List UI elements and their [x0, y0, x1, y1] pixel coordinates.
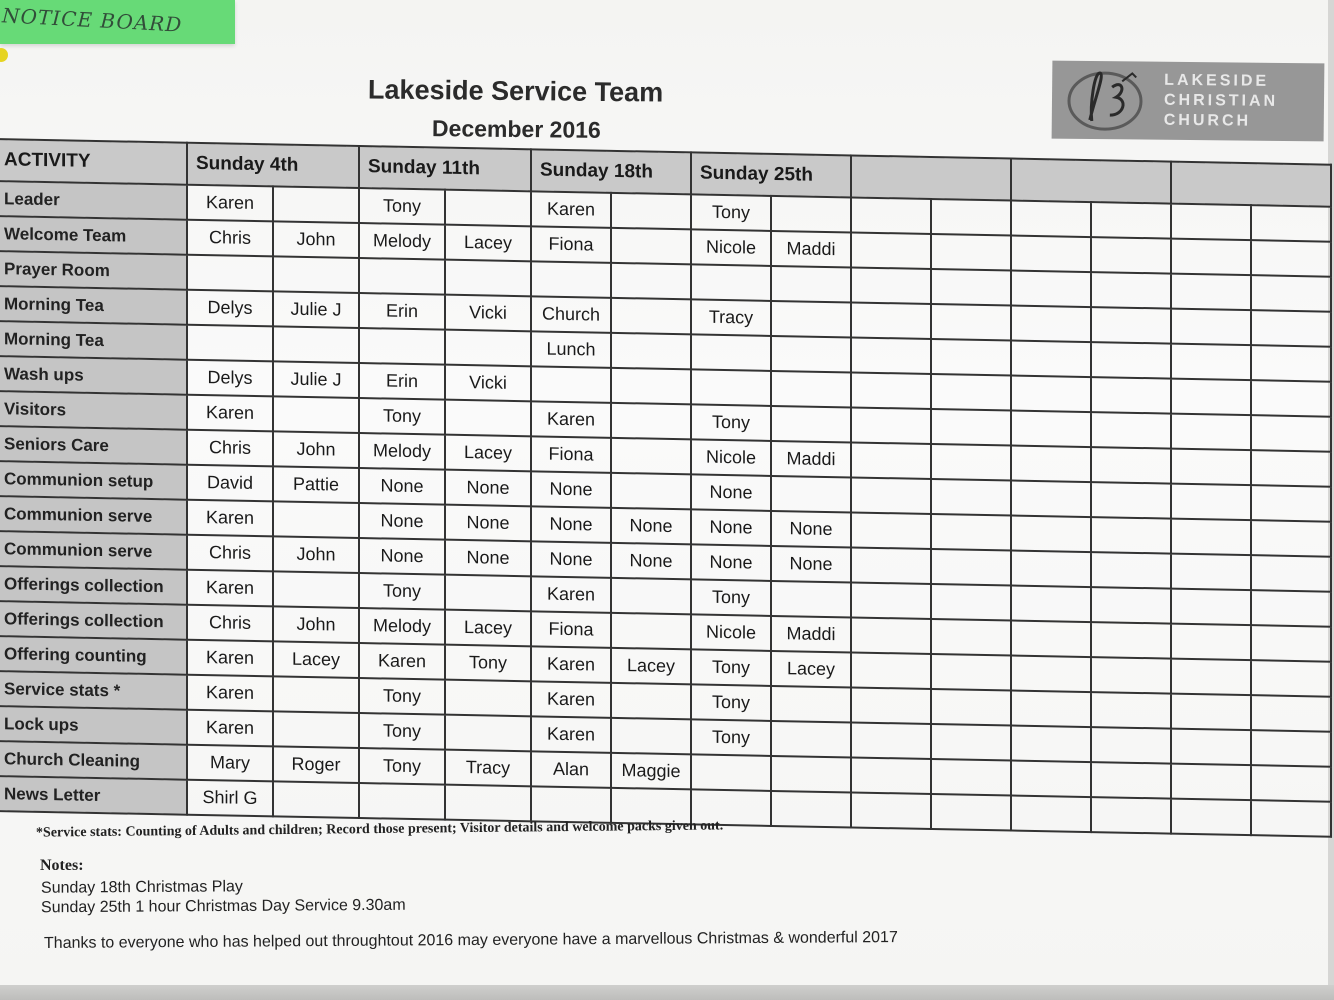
roster-cell — [851, 197, 931, 234]
roster-cell: Karen — [531, 646, 611, 683]
church-logo-wordmark — [1164, 71, 1279, 132]
roster-cell — [1251, 555, 1331, 592]
roster-cell: None — [445, 470, 531, 507]
roster-cell — [273, 326, 359, 363]
activity-cell: Offerings collection — [0, 566, 187, 605]
roster-cell: Erin — [359, 293, 445, 330]
roster-cell — [1171, 449, 1251, 486]
roster-cell — [1091, 272, 1171, 309]
roster-cell: Mary — [187, 745, 273, 782]
roster-cell — [611, 718, 691, 755]
roster-cell — [931, 374, 1011, 411]
roster-cell — [445, 400, 531, 437]
roster-cell — [611, 228, 691, 265]
roster-cell: Melody — [359, 608, 445, 645]
roster-cell — [1091, 622, 1171, 659]
roster-cell — [931, 234, 1011, 271]
logo-line-1: LAKESIDE — [1164, 71, 1270, 90]
roster-cell — [273, 781, 359, 818]
roster-cell — [445, 330, 531, 367]
roster-cell: Tony — [691, 649, 771, 686]
roster-cell: Maddi — [771, 441, 851, 478]
roster-cell: None — [771, 511, 851, 548]
roster-cell — [1091, 517, 1171, 554]
roster-cell — [771, 406, 851, 443]
roster-cell: Tony — [445, 645, 531, 682]
roster-cell: Church — [531, 296, 611, 333]
roster-cell — [1171, 799, 1251, 836]
roster-cell: None — [445, 505, 531, 542]
date-header: Sunday 11th — [359, 146, 531, 191]
roster-cell — [1251, 730, 1331, 767]
roster-cell — [1091, 762, 1171, 799]
roster-cell — [611, 333, 691, 370]
roster-cell — [931, 619, 1011, 656]
roster-cell — [1171, 379, 1251, 416]
roster-cell: None — [531, 541, 611, 578]
roster-cell — [273, 396, 359, 433]
roster-cell — [359, 258, 445, 295]
roster-cell — [851, 757, 931, 794]
roster-cell — [359, 783, 445, 820]
roster-cell: None — [359, 468, 445, 505]
roster-cell — [1171, 729, 1251, 766]
roster-cell: Karen — [359, 643, 445, 680]
roster-cell: None — [359, 503, 445, 540]
roster-cell — [273, 711, 359, 748]
roster-cell — [1251, 205, 1331, 242]
roster-cell — [531, 786, 611, 823]
roster-cell — [1251, 345, 1331, 382]
roster-cell — [611, 578, 691, 615]
roster-cell — [1251, 520, 1331, 557]
roster-cell — [1091, 727, 1171, 764]
roster-cell: Maddi — [771, 231, 851, 268]
roster-cell: Roger — [273, 746, 359, 783]
roster-cell: Tracy — [691, 299, 771, 336]
roster-cell: None — [611, 508, 691, 545]
roster-cell: Karen — [531, 681, 611, 718]
roster-cell — [851, 407, 931, 444]
roster-cell — [1251, 450, 1331, 487]
roster-cell: Karen — [187, 675, 273, 712]
roster-cell: Tony — [691, 194, 771, 231]
roster-cell — [851, 617, 931, 654]
date-header: Sunday 4th — [187, 143, 359, 188]
roster-cell — [931, 199, 1011, 236]
roster-cell: Tony — [691, 684, 771, 721]
roster-cell — [771, 581, 851, 618]
roster-cell: Karen — [531, 401, 611, 438]
activity-cell: Church Cleaning — [0, 741, 187, 780]
roster-cell — [851, 337, 931, 374]
roster-cell: Lunch — [531, 331, 611, 368]
activity-header: ACTIVITY — [0, 139, 187, 185]
roster-cell — [611, 683, 691, 720]
roster-cell — [1011, 411, 1091, 448]
date-header: Sunday 18th — [531, 149, 691, 194]
roster-cell — [771, 196, 851, 233]
roster-cell — [1091, 377, 1171, 414]
roster-cell — [1011, 341, 1091, 378]
roster-cell: None — [691, 474, 771, 511]
roster-cell — [931, 444, 1011, 481]
roster-cell: Pattie — [273, 466, 359, 503]
roster-cell — [1251, 625, 1331, 662]
roster-cell — [851, 512, 931, 549]
roster-cell: Tracy — [445, 750, 531, 787]
roster-cell: John — [273, 606, 359, 643]
roster-cell — [1251, 415, 1331, 452]
roster-cell — [1011, 236, 1091, 273]
roster-cell: Nicole — [691, 439, 771, 476]
roster-cell — [273, 676, 359, 713]
date-header: Sunday 25th — [691, 152, 851, 197]
roster-cell — [771, 756, 851, 793]
roster-cell — [1171, 344, 1251, 381]
roster-cell — [851, 477, 931, 514]
activity-cell: Morning Tea — [0, 286, 187, 325]
roster-cell — [1171, 309, 1251, 346]
roster-cell — [611, 438, 691, 475]
roster-cell — [1011, 726, 1091, 763]
footnote: *Service stats: Counting of Adults and children; Record those present; Visitor details and welcome packs given out. — [35, 818, 724, 841]
roster-cell — [851, 547, 931, 584]
roster-cell — [273, 571, 359, 608]
roster-cell: Lacey — [771, 651, 851, 688]
roster-table — [0, 138, 1332, 838]
roster-cell — [1011, 761, 1091, 798]
roster-cell: None — [691, 544, 771, 581]
roster-cell — [1171, 414, 1251, 451]
roster-cell: Shirl G — [187, 780, 273, 817]
roster-cell — [691, 754, 771, 791]
roster-cell — [1011, 691, 1091, 728]
roster-cell: Chris — [187, 220, 273, 257]
activity-cell: Service stats * — [0, 671, 187, 710]
roster-cell: Julie J — [273, 291, 359, 328]
activity-cell: Visitors — [0, 391, 187, 430]
roster-cell — [1011, 481, 1091, 518]
roster-cell — [1011, 656, 1091, 693]
roster-cell: John — [273, 536, 359, 573]
roster-cell — [931, 304, 1011, 341]
roster-cell — [1091, 552, 1171, 589]
roster-cell: Lacey — [445, 435, 531, 472]
roster-cell: Fiona — [531, 611, 611, 648]
roster-cell — [1011, 446, 1091, 483]
roster-cell — [1251, 765, 1331, 802]
date-header — [851, 155, 1011, 200]
roster-cell — [1091, 412, 1171, 449]
roster-cell — [851, 792, 931, 829]
roster-cell — [1091, 202, 1171, 239]
page-title: Lakeside Service Team — [367, 74, 664, 108]
roster-cell: None — [445, 540, 531, 577]
roster-cell: Delys — [187, 290, 273, 327]
roster-cell: Karen — [531, 576, 611, 613]
roster-cell — [1011, 306, 1091, 343]
roster-cell: None — [359, 538, 445, 575]
roster-cell — [1251, 695, 1331, 732]
roster-cell — [1251, 590, 1331, 627]
roster-cell — [611, 263, 691, 300]
roster-cell: Tony — [359, 398, 445, 435]
roster-cell — [445, 785, 531, 822]
activity-cell: Seniors Care — [0, 426, 187, 465]
roster-cell — [445, 260, 531, 297]
sticky-note-text: NOTICE BOARD — [1, 3, 183, 37]
roster-cell — [611, 613, 691, 650]
roster-cell — [1091, 447, 1171, 484]
roster-cell — [771, 721, 851, 758]
roster-cell: Vicki — [445, 365, 531, 402]
activity-cell: Morning Tea — [0, 321, 187, 360]
roster-cell — [931, 409, 1011, 446]
roster-cell — [1171, 204, 1251, 241]
roster-cell: David — [187, 465, 273, 502]
roster-cell — [1091, 587, 1171, 624]
roster-cell — [531, 366, 611, 403]
roster-cell — [187, 255, 273, 292]
roster-cell — [771, 266, 851, 303]
roster-cell: None — [531, 471, 611, 508]
roster-cell — [851, 652, 931, 689]
activity-cell: Communion setup — [0, 461, 187, 500]
roster-cell: Karen — [531, 716, 611, 753]
roster-cell — [1011, 586, 1091, 623]
notes-heading: Notes: — [40, 857, 84, 874]
roster-cell: Tony — [691, 404, 771, 441]
date-header — [1011, 159, 1171, 204]
roster-cell — [931, 794, 1011, 831]
roster-cell — [611, 473, 691, 510]
roster-cell: Karen — [187, 710, 273, 747]
roster-cell — [1171, 624, 1251, 661]
roster-cell — [531, 261, 611, 298]
roster-cell — [1171, 274, 1251, 311]
roster-cell: Tony — [691, 579, 771, 616]
roster-cell — [1251, 485, 1331, 522]
roster-cell: Tony — [359, 713, 445, 750]
activity-cell: Welcome Team — [0, 216, 187, 255]
roster-table-wrap — [0, 138, 1332, 838]
roster-cell — [931, 654, 1011, 691]
roster-cell — [691, 369, 771, 406]
board-frame-bottom — [0, 985, 1334, 1000]
roster-cell: Chris — [187, 430, 273, 467]
roster-cell — [445, 680, 531, 717]
roster-cell — [611, 368, 691, 405]
roster-cell: Fiona — [531, 436, 611, 473]
roster-cell — [851, 582, 931, 619]
roster-cell — [771, 371, 851, 408]
roster-cell — [1251, 380, 1331, 417]
roster-cell — [1091, 692, 1171, 729]
roster-cell — [359, 328, 445, 365]
roster-cell — [851, 267, 931, 304]
thanks-message: Thanks to everyone who has helped out throughtout 2016 may everyone have a marvellous Christmas & wonderful 2017 — [43, 929, 898, 952]
roster-cell — [931, 514, 1011, 551]
roster-cell: Lacey — [273, 641, 359, 678]
roster-cell — [771, 336, 851, 373]
roster-cell: John — [273, 431, 359, 468]
roster-cell: Lacey — [445, 610, 531, 647]
activity-cell: Communion serve — [0, 531, 187, 570]
roster-cell: Fiona — [531, 226, 611, 263]
roster-cell — [1091, 482, 1171, 519]
roster-cell: Karen — [187, 395, 273, 432]
roster-cell: Delys — [187, 360, 273, 397]
roster-cell — [931, 339, 1011, 376]
roster-cell — [1011, 621, 1091, 658]
activity-cell: Leader — [0, 181, 187, 220]
roster-cell: Lacey — [445, 225, 531, 262]
roster-cell: Karen — [187, 185, 273, 222]
roster-cell — [1171, 519, 1251, 556]
roster-cell — [851, 722, 931, 759]
roster-cell: Karen — [187, 570, 273, 607]
roster-cell: Julie J — [273, 361, 359, 398]
roster-cell: None — [611, 543, 691, 580]
roster-cell — [445, 190, 531, 227]
roster-cell — [1091, 342, 1171, 379]
roster-cell — [1251, 800, 1331, 837]
roster-cell: Alan — [531, 751, 611, 788]
roster-cell: Tony — [359, 573, 445, 610]
roster-cell — [1091, 307, 1171, 344]
roster-cell: Nicole — [691, 614, 771, 651]
roster-cell — [1171, 694, 1251, 731]
page-subtitle: December 2016 — [431, 115, 601, 143]
roster-cell — [771, 301, 851, 338]
activity-cell: Prayer Room — [0, 251, 187, 290]
activity-cell: Offerings collection — [0, 601, 187, 640]
activity-cell: Offering counting — [0, 636, 187, 675]
roster-cell: Tony — [359, 678, 445, 715]
roster-cell: Maddi — [771, 616, 851, 653]
roster-cell: None — [691, 509, 771, 546]
roster-cell — [931, 269, 1011, 306]
roster-cell — [771, 686, 851, 723]
logo-line-2: CHRISTIAN — [1163, 91, 1279, 110]
roster-cell: Tony — [359, 748, 445, 785]
roster-cell — [611, 403, 691, 440]
roster-cell: None — [771, 546, 851, 583]
roster-cell — [851, 232, 931, 269]
roster-cell: Karen — [187, 640, 273, 677]
roster-cell — [851, 687, 931, 724]
roster-cell: None — [531, 506, 611, 543]
roster-cell — [1091, 657, 1171, 694]
roster-cell — [1011, 201, 1091, 238]
roster-cell — [931, 689, 1011, 726]
roster-cell — [1251, 660, 1331, 697]
roster-cell — [931, 584, 1011, 621]
note-line: Sunday 25th 1 hour Christmas Day Service 9.30am — [40, 896, 406, 917]
roster-cell — [931, 759, 1011, 796]
roster-cell — [691, 334, 771, 371]
roster-cell — [851, 372, 931, 409]
sticky-note — [0, 0, 235, 44]
roster-cell — [1011, 551, 1091, 588]
note-line: Sunday 18th Christmas Play — [40, 878, 243, 897]
roster-cell — [1171, 589, 1251, 626]
roster-cell: Vicki — [445, 295, 531, 332]
date-header — [1171, 162, 1331, 207]
roster-cell: Chris — [187, 535, 273, 572]
roster-cell: Erin — [359, 363, 445, 400]
church-logo-mark-icon — [1060, 65, 1161, 136]
activity-cell: Communion serve — [0, 496, 187, 535]
church-logo — [1052, 61, 1325, 142]
logo-line-3: CHURCH — [1163, 111, 1252, 130]
roster-cell — [611, 193, 691, 230]
roster-cell — [851, 302, 931, 339]
roster-cell — [273, 501, 359, 538]
roster-cell — [611, 298, 691, 335]
roster-cell: Melody — [359, 223, 445, 260]
roster-cell — [1171, 764, 1251, 801]
roster-cell — [931, 479, 1011, 516]
roster-cell — [273, 186, 359, 223]
roster-cell — [771, 791, 851, 828]
roster-cell — [931, 549, 1011, 586]
roster-cell: Lacey — [611, 648, 691, 685]
roster-cell — [1011, 376, 1091, 413]
roster-cell: John — [273, 221, 359, 258]
roster-cell — [1011, 516, 1091, 553]
roster-cell — [445, 715, 531, 752]
roster-cell — [273, 256, 359, 293]
roster-cell — [1251, 240, 1331, 277]
activity-cell: News Letter — [0, 776, 187, 815]
roster-cell: Tony — [359, 188, 445, 225]
roster-cell — [771, 476, 851, 513]
roster-cell — [1171, 554, 1251, 591]
roster-cell — [1251, 275, 1331, 312]
roster-cell — [1011, 796, 1091, 833]
roster-cell — [187, 325, 273, 362]
activity-cell: Lock ups — [0, 706, 187, 745]
roster-cell — [1091, 797, 1171, 834]
roster-cell — [851, 442, 931, 479]
roster-cell — [1171, 239, 1251, 276]
roster-cell: Karen — [531, 191, 611, 228]
roster-cell: Melody — [359, 433, 445, 470]
roster-cell — [445, 575, 531, 612]
roster-cell — [1091, 237, 1171, 274]
roster-cell — [931, 724, 1011, 761]
roster-cell — [1171, 484, 1251, 521]
roster-cell: Chris — [187, 605, 273, 642]
roster-cell — [1011, 271, 1091, 308]
roster-cell: Tony — [691, 719, 771, 756]
roster-cell: Nicole — [691, 229, 771, 266]
roster-cell: Maggie — [611, 753, 691, 790]
activity-cell: Wash ups — [0, 356, 187, 395]
roster-cell: Karen — [187, 500, 273, 537]
roster-cell — [1251, 310, 1331, 347]
roster-cell — [691, 264, 771, 301]
roster-cell — [1171, 659, 1251, 696]
